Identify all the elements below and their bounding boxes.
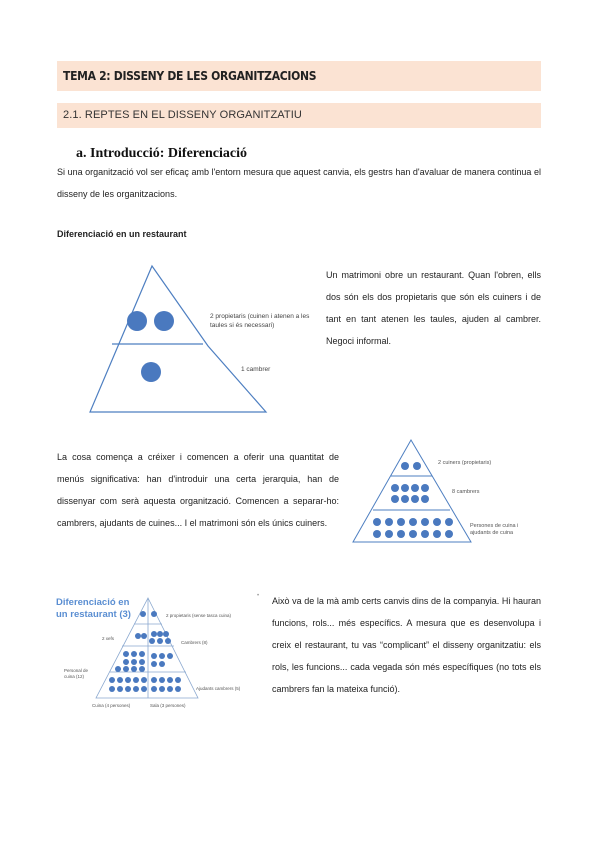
diagram-2-kitchen-dot: [385, 530, 393, 538]
diagram-1: [88, 264, 348, 414]
diagram-3-waiter-dot: [151, 631, 157, 637]
diagram-3-kitchen-dot: [131, 651, 137, 657]
diagram-3-cuina-dot: [117, 677, 123, 683]
diagram-2-waiter-dot: [401, 495, 409, 503]
diagram-3-label-right-upper: Cambrers (8): [181, 640, 208, 645]
diagram-2-waiter-dot: [411, 484, 419, 492]
diagram-3-cuina-dot: [109, 686, 115, 692]
diagram-2-waiter-dot: [421, 495, 429, 503]
intro-paragraph: Si una organització vol ser eficaç amb l'entorn mesura que aquest canvia, els gestrs han d'avaluar de manera continua el disseny de les organitzacions.: [57, 167, 541, 199]
diagram-2-kitchen-dot: [445, 518, 453, 526]
diagram-2-kitchen-dot: [397, 530, 405, 538]
diagram-2-label-middle: 8 cambrers: [452, 489, 480, 495]
diagram-2-waiter-dot: [411, 495, 419, 503]
diagram-2-kitchen-dot: [421, 530, 429, 538]
diagram-3-helper-dot: [159, 661, 165, 667]
diagram-1-dot: [141, 362, 161, 382]
diagram-1-triangle: [90, 266, 266, 412]
diagram-1-dot: [127, 311, 147, 331]
paragraph-3-marker: •: [257, 593, 260, 599]
diagram-3-kitchen-dot: [115, 666, 121, 672]
diagram-2-waiter-dot: [401, 484, 409, 492]
diagram-3-helper-dot: [159, 653, 165, 659]
diagram-3-cuina-dot: [141, 677, 147, 683]
diagram-2-kitchen-dot: [445, 530, 453, 538]
diagram-3-label-bottom-right: Sala (3 persones): [150, 703, 186, 708]
diagram-2-kitchen-dot: [385, 518, 393, 526]
diagram-3-kitchen-dot: [131, 659, 137, 665]
diagram-3-label-bottom-left: Cuina (4 persones): [92, 703, 131, 708]
diagram-2-kitchen-dot: [421, 518, 429, 526]
diagram-3-kitchen-dot: [123, 651, 129, 657]
diagram-3-cuina-dot: [109, 677, 115, 683]
subtitle-banner: [57, 103, 541, 128]
diagram-1-dot: [154, 311, 174, 331]
diagram-3-sala-dot: [159, 677, 165, 683]
diagram-3-helper-dot: [167, 653, 173, 659]
diagram-3-cuina-dot: [133, 677, 139, 683]
diagram-3-sala-dot: [159, 686, 165, 692]
diagram-3-title: Diferenciació en un restaurant (3): [56, 597, 131, 620]
diagram-3-sala-dot: [175, 677, 181, 683]
diagram-2-waiter-dot: [391, 495, 399, 503]
diagram-3-sala-dot: [151, 686, 157, 692]
diagram-3-chef-dot: [135, 633, 141, 639]
diagram-3-waiter-dot: [163, 631, 169, 637]
diagram-2-waiter-dot: [421, 484, 429, 492]
diagram-3-waiter-dot: [165, 638, 171, 644]
paragraph-3: Això va de la mà amb certs canvis dins de la companyia. Hi hauran funcions, rols... més específics. A mesura que es desenvolupa i creix el restaurant, tu vas “complicant” el disseny organitzatiu: els rols, les funcions... cada vegada són més específiques (no tots els cambrers fan la mateixa funció).: [272, 596, 541, 694]
diagram-3-cuina-dot: [125, 677, 131, 683]
diagram-subheading: Diferenciació en un restaurant: [57, 229, 187, 239]
diagram-3-label-right-lower: Ajudants cambrers (5): [196, 686, 241, 691]
diagram-2-label-top: 2 cuiners (propietaris): [438, 460, 492, 466]
diagram-3-helper-dot: [151, 653, 157, 659]
diagram-2-dots: [373, 462, 453, 538]
diagram-3-waiter-dot: [149, 638, 155, 644]
diagram-3-kitchen-dot: [139, 666, 145, 672]
diagram-3-label-top: 2 propietaris (sense tasca cuina): [166, 613, 232, 618]
diagram-2-kitchen-dot: [433, 518, 441, 526]
diagram-3-label-left-upper: 2 xefs: [102, 636, 115, 641]
page-title: TEMA 2: DISSENY DE LES ORGANITZACIONS: [63, 69, 317, 83]
diagram-1-label-bottom: 1 cambrer: [241, 366, 271, 373]
diagram-3-sala-dot: [167, 677, 173, 683]
diagram-3-waiter-dot: [157, 631, 163, 637]
diagram-2-owner-dot: [413, 462, 421, 470]
section-title: 2.1. REPTES EN EL DISSENY ORGANITZATIU: [63, 109, 302, 121]
diagram-3-kitchen-dot: [139, 659, 145, 665]
diagram-2-owner-dot: [401, 462, 409, 470]
section-heading: a. Introducció: Diferenciació: [76, 146, 247, 161]
diagram-2-kitchen-dot: [373, 530, 381, 538]
diagram-3-chef-dot: [141, 633, 147, 639]
diagram-2-kitchen-dot: [409, 518, 417, 526]
diagram-2-label-bottom: Persones de cuina i ajudants de cuina: [470, 523, 519, 536]
diagram-3-waiter-dot: [157, 638, 163, 644]
diagram-3-sala-dot: [167, 686, 173, 692]
diagram-3-label-left-lower: Personal de cuina (12): [64, 668, 89, 679]
diagram-3-kitchen-dot: [123, 666, 129, 672]
diagram-2-kitchen-dot: [433, 530, 441, 538]
title-banner: [57, 61, 541, 91]
diagram-3-cuina-dot: [133, 686, 139, 692]
diagram-2-kitchen-dot: [397, 518, 405, 526]
diagram-3-sala-dot: [175, 686, 181, 692]
paragraph-2: La cosa comença a créixer i comencen a oferir una quantitat de menús significativa: han d'introduir una certa jerarquia, han de dissenyar com serà aquesta organització. Comencen a separar-ho: cambrers, ajudants de cuines... I el matrimoni són els únics cuiners.: [57, 452, 339, 528]
diagram-2-waiter-dot: [391, 484, 399, 492]
diagram-1-label-top: 2 propietaris (cuinen i atenen a les taules si és necessari): [210, 313, 310, 329]
diagram-2-kitchen-dot: [373, 518, 381, 526]
diagram-3-helper-dot: [151, 661, 157, 667]
diagram-3-cuina-dot: [125, 686, 131, 692]
diagram-3-kitchen-dot: [131, 666, 137, 672]
diagram-2-kitchen-dot: [409, 530, 417, 538]
diagram-3-owner-dot: [140, 611, 146, 617]
diagram-3-cuina-dot: [141, 686, 147, 692]
diagram-3-sala-dot: [151, 677, 157, 683]
paragraph-1: Un matrimoni obre un restaurant. Quan l'obren, ells dos són els dos propietaris que són els cuiners i de tant en tant atenen les taules, ajuden al cambrer. Negoci informal.: [326, 270, 541, 346]
diagram-3-kitchen-dot: [139, 651, 145, 657]
diagram-3-cuina-dot: [117, 686, 123, 692]
diagram-3-kitchen-dot: [123, 659, 129, 665]
diagram-3-owner-dot: [151, 611, 157, 617]
